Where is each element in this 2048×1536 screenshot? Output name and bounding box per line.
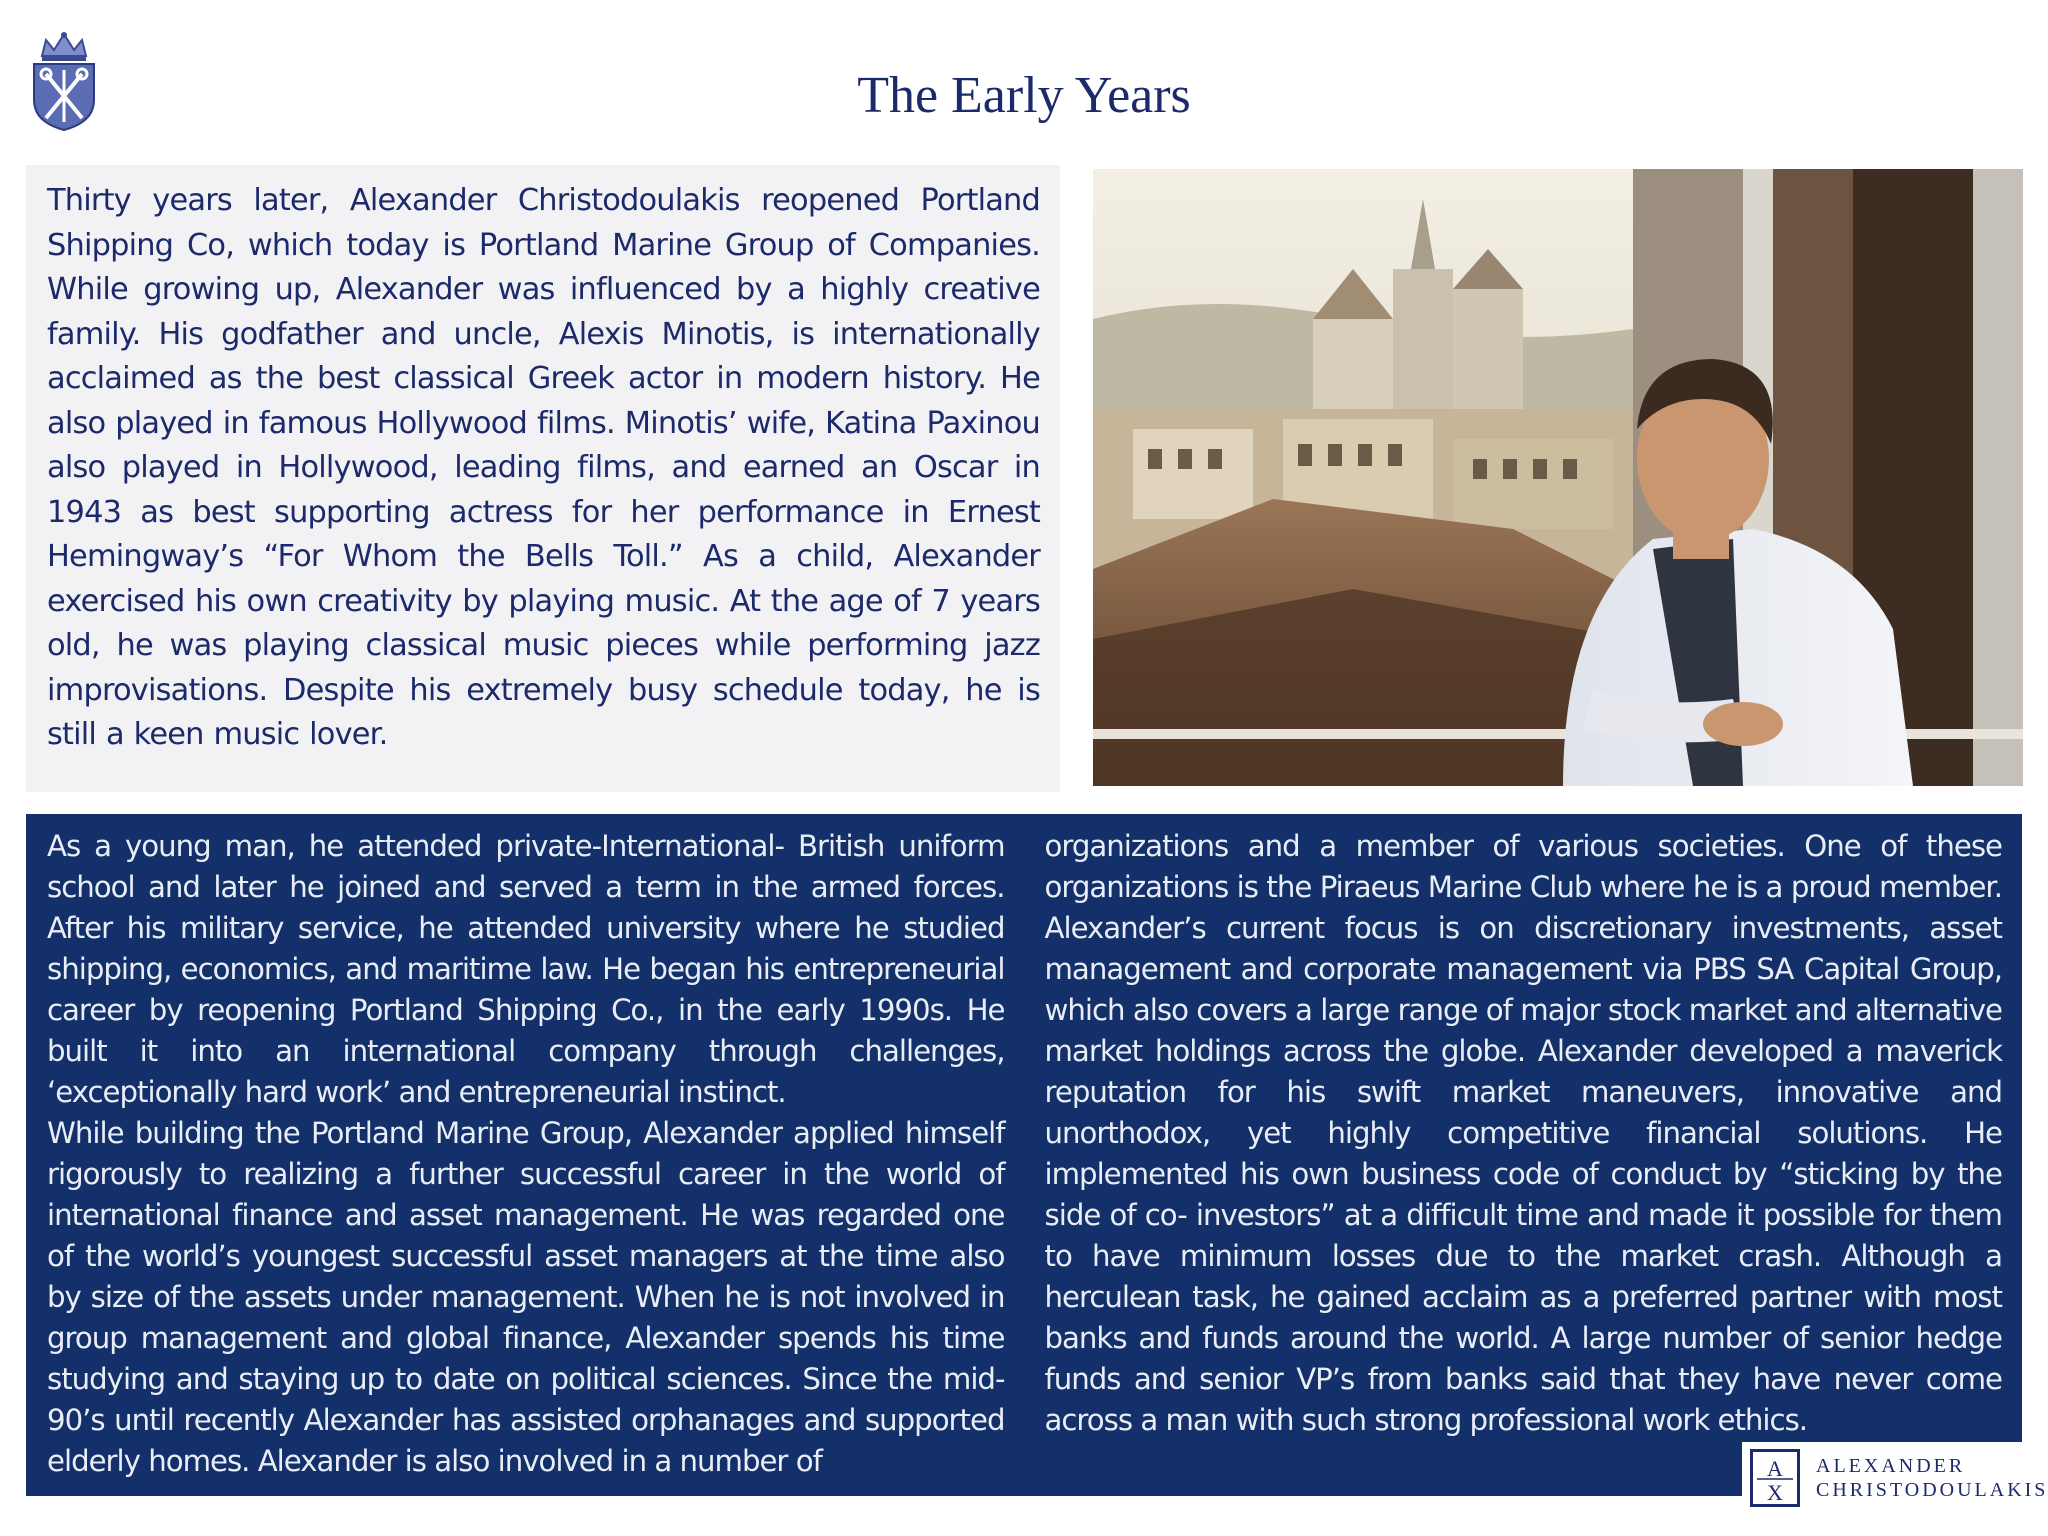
portrait-photo	[1093, 169, 2023, 786]
biography-column-left	[47, 826, 1005, 1496]
brand-name-line2: CHRISTODOULAKIS	[1816, 1479, 2048, 1501]
page-title: The Early Years	[857, 67, 1191, 124]
intro-paragraph: Thirty years later, Alexander Christodoulakis reopened Portland Shipping Co, which today is Portland Marine Group of Companies. While growing up, Alexander was influenced by a highly creative family. His godfather and uncle, Alexis Minotis, is internationally acclaimed as the best classical Greek actor in modern history. He also played in famous Hollywood films. Minotis’ wife, Katina Paxinou also played in Hollywood, leading films, and earned an Oscar in 1943 as best supporting actress for her performance in Ernest Hemingway’s “For Whom the Bells Toll.” As a child, Alexander exercised his own creativity by playing music. At the age of 7 years old, he was playing classical music pieces while performing jazz improvisations. Despite his extremely busy schedule today, he is still a keen music lover.	[47, 183, 1040, 752]
biography-column-right	[1045, 826, 2003, 1496]
brand-name	[1816, 1454, 2048, 1502]
intro-box	[26, 165, 1060, 792]
biography-paragraph: While building the Portland Marine Group, Alexander applied himself rigorously to realizing a further successful career in the world of international finance and asset management. He was regarded one of the world’s youngest successful asset managers at the time also by size of the assets under management. When he is not involved in group management and global finance, Alexander spends his time studying and staying up to date on political sciences. Since the mid-90’s until recently Alexander has assisted orphanages and supported elderly homes. Alexander is also involved in a number of	[47, 1116, 1005, 1478]
monogram-a: A	[1767, 1456, 1783, 1481]
brand-name-line1: ALEXANDER	[1816, 1455, 1966, 1477]
monogram-icon	[1750, 1449, 1800, 1507]
brand-logo	[1742, 1442, 2048, 1514]
biography-paragraph: As a young man, he attended private-International- British uniform school and later he joined and served a term in the armed forces. After his military service, he attended university where he studied shipping, economics, and maritime law. He began his entrepreneurial career by reopening Portland Shipping Co., in the early 1990s. He built it into an international company through challenges, ‘exceptionally hard work’ and entrepreneurial instinct.	[47, 829, 1005, 1109]
biography-panel	[26, 814, 2022, 1496]
biography-paragraph: organizations and a member of various societies. One of these organizations is the Piraeus Marine Club where he is a proud member. Alexander’s current focus is on discretionary investments, asset management and corporate management via PBS SA Capital Group, which also covers a large range of major stock market and alternative market holdings across the globe. Alexander developed a maverick reputation for his swift market maneuvers, innovative and unorthodox, yet highly competitive financial solutions. He implemented his own business code of conduct by “sticking by the side of co- investors” at a difficult time and made it possible for them to have minimum losses due to the market crash. Although a herculean task, he gained acclaim as a preferred partner with most banks and funds around the world. A large number of senior hedge funds and senior VP’s from banks said that they have never come across a man with such strong professional work ethics.	[1044, 829, 2002, 1437]
monogram-x: X	[1767, 1480, 1783, 1502]
